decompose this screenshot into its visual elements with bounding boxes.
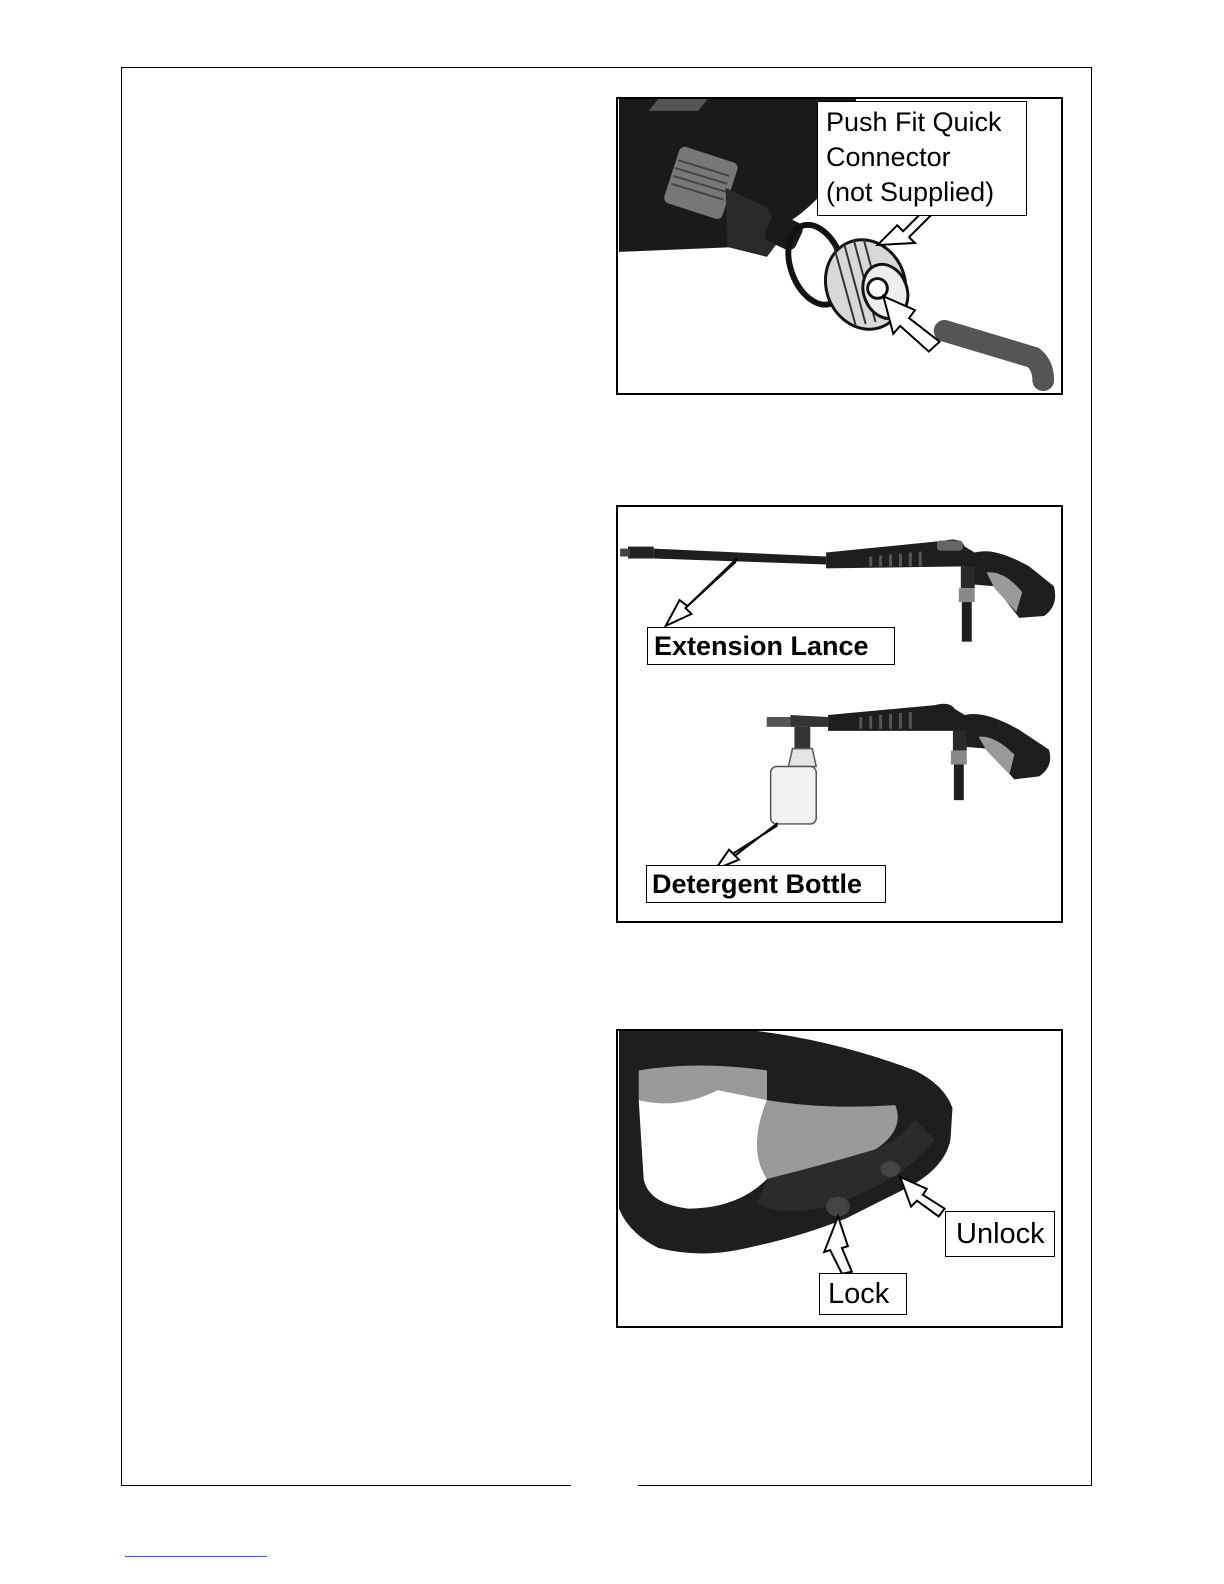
footer-rule-right: [638, 1485, 1092, 1486]
detergent-bottle-callout: Detergent Bottle: [646, 865, 886, 903]
lock-callout: Lock: [819, 1273, 907, 1315]
figure-connector: [616, 97, 1063, 395]
unlock-callout: Unlock: [945, 1211, 1055, 1257]
push-fit-connector-callout: Push Fit Quick Connector (not Supplied): [817, 101, 1027, 216]
footer-link-underline[interactable]: [125, 1556, 267, 1557]
extension-lance-callout: Extension Lance: [647, 627, 895, 665]
gun-photo: [618, 507, 1061, 921]
figure-gun-accessories: [616, 505, 1063, 923]
footer-rule-left: [121, 1485, 571, 1486]
figure-trigger-lock: [616, 1029, 1063, 1328]
